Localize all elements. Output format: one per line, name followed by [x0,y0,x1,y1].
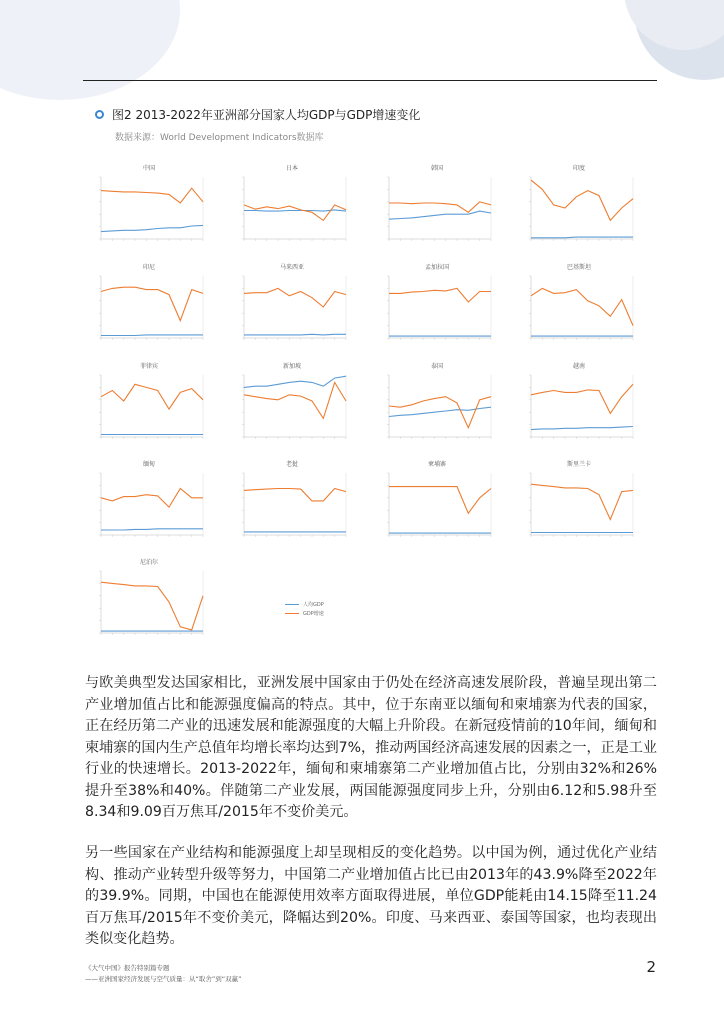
country-chart [228,163,356,251]
chart-title: 印尼 [142,264,155,271]
series-line-gdp-growth [101,287,203,320]
footer-line-2: ——亚洲国家经济发展与空气质量：从“取舍”到“双赢” [85,975,242,983]
chart-plot [515,270,643,348]
chart-title: 泰国 [430,363,443,370]
country-chart [228,262,356,350]
chart-plot [85,270,213,348]
series-line-gdp-growth [101,582,203,630]
chart-title: 斯里兰卡 [566,461,591,468]
chart-title: 新加坡 [282,363,301,370]
series-line-gdp-per-capita [244,334,346,335]
chart-plot [373,270,501,348]
chart-title: 中国 [142,165,155,172]
chart-plot [373,467,501,545]
series-line-gdp-growth [531,180,633,220]
country-chart [85,163,213,251]
chart-plot [515,467,643,545]
chart-plot [85,467,213,545]
body-paragraph-2: 另一些国家在产业结构和能源强度上却呈现相反的变化趋势。以中国为例，通过优化产业结构、推动产业转型升级等努力，中国第二产业增加值占比已由2013年的43.9%降至2022年的39.9%。同期，中国也在能源使用效率方面取得进展，单位GDP能耗由14.15降至11.24百万焦耳/2015年不变价美元，降幅达到20%。印度、马来西亚、泰国等国家，也均表现出类似变化趋势。 [85,845,657,947]
body-paragraph-1: 与欧美典型发达国家相比，亚洲发展中国家由于仍处在经济高速发展阶段，普遍呈现出第二产业增加值占比和能源强度偏高的特点。其中，位于东南亚以缅甸和柬埔寨为代表的国家，正在经历第二产业的迅速发展和能源强度的大幅上升阶段。在新冠疫情前的10年间，缅甸和柬埔寨的国内生产总值年均增长率均达到7%，推动两国经济高速发展的因素之一，正是工业行业的快速增长。2013-2022年，缅甸和柬埔寨第二产业增加值占比，分别由32%和26%提升至38%和40%。伴随第二产业发展，两国能源强度同步上升，分别由6.12和5.98升至8.34和9.09百万焦耳/2015年不变价美元。 [85,675,658,820]
chart-legend [285,600,324,618]
series-line-gdp-growth [389,288,491,302]
legend-item-gdp-growth [285,609,324,618]
series-line-gdp-growth [389,487,491,514]
series-line-gdp-growth [244,205,346,221]
chart-plot [85,369,213,447]
figure-source: 数据来源：World Development Indicators数据库 [115,133,324,143]
chart-plot [228,171,356,249]
chart-plot [228,270,356,348]
page-number: 2 [646,958,656,976]
footer-line-1: 《大气中国》报告特别篇专题 [85,964,170,972]
chart-title: 菲律宾 [139,363,158,370]
chart-title: 巴基斯坦 [566,264,591,271]
series-line-gdp-per-capita [531,427,633,430]
chart-plot [85,565,213,643]
series-line-gdp-growth [389,202,491,213]
series-line-gdp-growth [389,397,491,428]
chart-title: 马来西亚 [279,264,304,271]
country-chart [85,557,213,645]
series-line-gdp-per-capita [101,529,203,530]
chart-plot [373,369,501,447]
country-chart [373,459,501,547]
chart-plot [373,171,501,249]
country-chart [515,361,643,449]
chart-title: 缅甸 [142,461,155,468]
series-line-gdp-growth [531,484,633,519]
country-chart [228,361,356,449]
chart-title: 尼泊尔 [139,559,158,566]
country-chart [228,459,356,547]
series-line-gdp-growth [244,288,346,307]
series-line-gdp-per-capita [531,237,633,238]
footer-note [85,963,241,985]
series-line-gdp-growth [101,188,203,203]
series-line-gdp-growth [101,384,203,409]
country-chart [515,262,643,350]
legend-label: GDP增速 [303,611,324,617]
series-line-gdp-per-capita [244,376,346,387]
country-chart [85,459,213,547]
series-line-gdp-growth [244,489,346,501]
chart-plot [228,369,356,447]
chart-title: 孟加拉国 [424,264,449,271]
chart-title: 印度 [572,165,585,172]
series-line-gdp-growth [531,384,633,413]
chart-title: 日本 [285,165,298,172]
series-line-gdp-growth [101,489,203,508]
country-chart [373,361,501,449]
legend-swatch-blue [285,604,299,606]
series-line-gdp-growth [244,382,346,418]
chart-title: 柬埔寨 [427,461,446,468]
country-chart [85,361,213,449]
chart-plot [85,171,213,249]
country-chart [373,262,501,350]
series-line-gdp-per-capita [101,225,203,231]
country-chart [373,163,501,251]
chart-plot [228,467,356,545]
chart-title: 韩国 [430,165,443,172]
chart-plot [515,171,643,249]
country-chart [85,262,213,350]
chart-plot [515,369,643,447]
series-line-gdp-per-capita [101,335,203,336]
figure-title: 图2 2013-2022年亚洲部分国家人均GDP与GDP增速变化 [112,108,421,122]
series-line-gdp-per-capita [389,211,491,219]
country-chart [515,163,643,251]
legend-item-gdp-per-capita [285,600,324,609]
chart-title: 越南 [572,363,585,370]
chart-title: 老挝 [285,461,298,468]
series-line-gdp-growth [531,288,633,325]
country-chart [515,459,643,547]
legend-swatch-orange [285,613,299,615]
legend-label: 人均GDP [303,602,324,608]
